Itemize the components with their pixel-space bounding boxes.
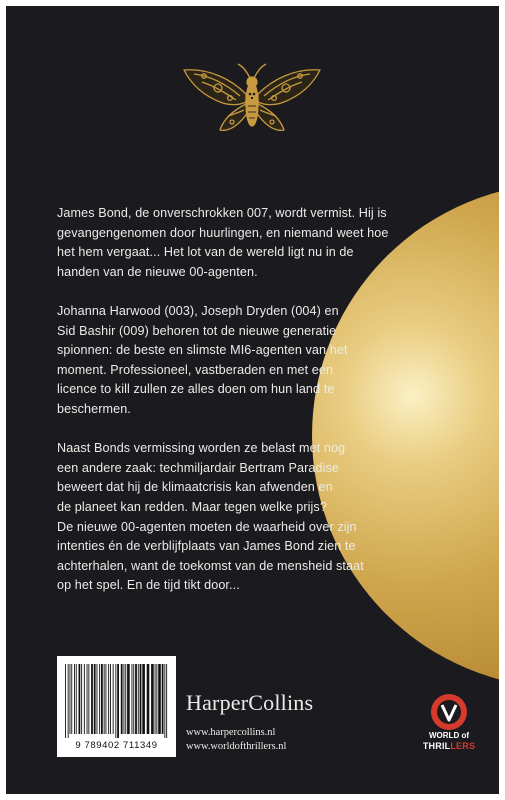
barcode-bar [125,664,126,734]
barcode-bar [106,664,107,734]
barcode-bar [158,664,161,734]
barcode-bar [132,664,133,734]
barcode-bar [65,664,66,738]
blurb-paragraph-2 [57,302,449,420]
logo-word-of: of [459,731,469,740]
publisher-url-secondary: www.worldofthrillers.nl [186,741,287,752]
barcode-bar [71,664,72,734]
barcode-bar [76,664,77,734]
barcode-bar [162,664,164,734]
blurb-line: de planeet kan redden. Maar tegen welke prijs? [57,499,327,514]
barcode-bar [84,664,85,734]
barcode-bar [88,664,89,734]
logo-word-lers: LERS [450,741,476,751]
world-of-thrillers-logo [422,692,476,758]
barcode-bar [124,664,125,734]
barcode-bar [121,664,123,734]
barcode-bar [156,664,157,734]
blurb-line: beweert dat hij de klimaatcrisis kan afwenden en [57,480,333,495]
blurb-line: Johanna Harwood (003), Joseph Dryden (004) en [57,303,339,318]
barcode-bar [164,664,165,738]
blurb-line: Sid Bashir (009) behoren tot de nieuwe generatie [57,323,337,338]
blurb-line: achterhalen, want de toekomst van de mensheid staat [57,558,364,573]
barcode-bar [151,664,154,734]
barcode-bar [110,664,111,734]
barcode-bar [140,664,142,734]
blurb-line: beschermen. [57,401,131,416]
barcode-bar [68,664,69,738]
blurb-line: handen van de nieuwe 00-agenten. [57,264,258,279]
blurb-line: spionnen: de beste en slimste MI6-agenten van het [57,343,348,358]
barcode-bar [127,664,130,734]
barcode-bar [91,664,93,734]
logo-word-thril: THRIL [422,741,451,751]
barcode-bar [108,664,109,734]
blurb-line: moment. Professioneel, vastberaden en met een [57,362,334,377]
barcode-bar [113,664,114,734]
barcode-bar [81,664,82,734]
barcode-number: 9 789402 711349 [75,740,158,751]
blurb-line: Naast Bonds vermissing worden ze belast met nog [57,441,346,456]
barcode-bar [155,664,156,734]
barcode-bar [99,664,100,734]
barcode-bar [94,664,96,734]
logo-line-1 [422,731,476,740]
logo-word-world: WORLD [429,731,460,740]
blurb-line: op het spel. En de tijd tikt door... [57,578,240,593]
barcode-bar [74,664,75,734]
blurb-paragraph-1 [57,204,449,282]
barcode [63,664,170,738]
barcode-bar [147,664,150,734]
blurb-line: licence to kill zullen ze alles doen om hun land te [57,382,335,397]
blurb-line: James Bond, de onverschrokken 007, wordt vermist. Hij is [57,206,387,220]
blurb-line: een andere zaak: techmiljardair Bertram Paradise [57,460,339,475]
barcode-bar [104,664,105,734]
publisher-url: www.harpercollins.nl [186,727,276,738]
blurb-line: gevangengenomen door huurlingen, en niemand weet hoe [57,225,389,240]
blurb [57,204,449,615]
death-head-moth-icon [180,60,324,146]
barcode-bar [138,664,139,734]
blurb-paragraph-3 [57,439,449,596]
blurb-line: het hem vergaat... Het lot van de wereld ligt nu in de [57,245,354,260]
logo-line-2 [422,741,476,751]
barcode-bar [117,664,119,738]
blurb-line: De nieuwe 00-agenten moeten de waarheid over zijn [57,519,357,534]
barcode-bar [133,664,134,734]
publisher-name: HarperCollins [186,690,314,715]
blurb-line: intenties én de verblijfplaats van James Bond zien te [57,539,356,554]
barcode-box [57,656,176,757]
barcode-bar [101,664,103,734]
barcode-bar [97,664,98,734]
barcode-bar [87,664,88,734]
world-of-thrillers-badge-icon [429,692,469,732]
barcode-bar [70,664,71,734]
barcode-bar [166,664,167,738]
barcode-bar [142,664,145,734]
barcode-bar [135,664,137,734]
barcode-bar [115,664,116,738]
barcode-bar [79,664,81,734]
